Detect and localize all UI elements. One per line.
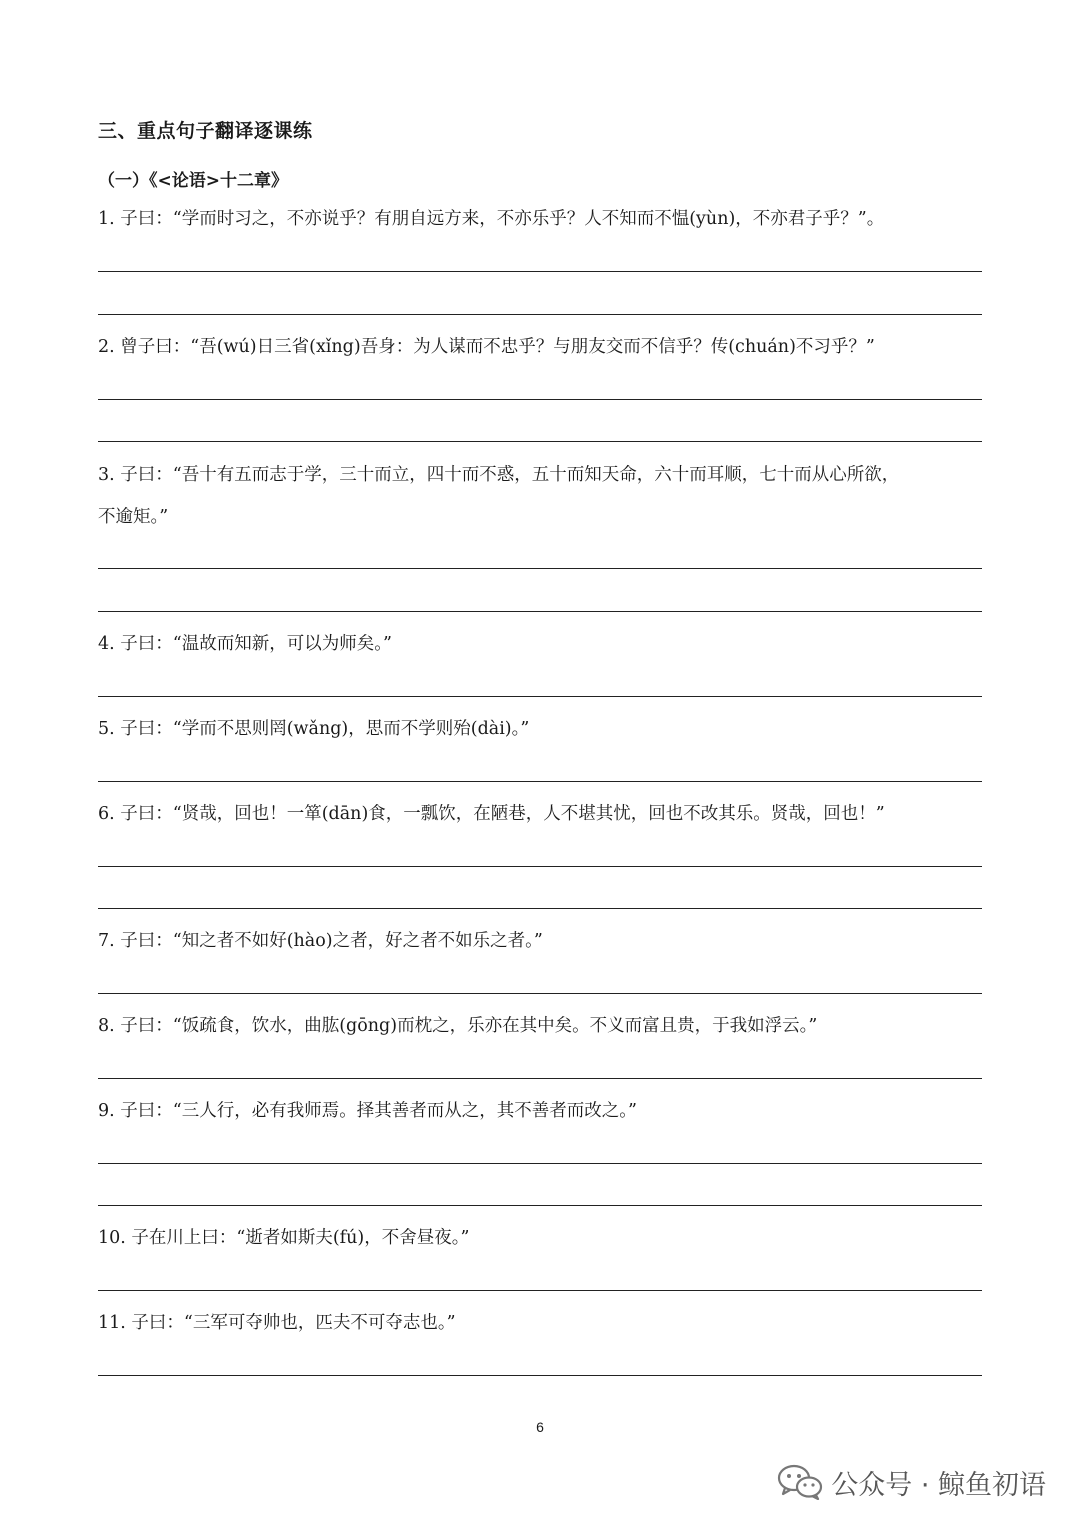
question-3-continued: 不逾矩。” <box>98 507 169 527</box>
answer-line <box>98 271 982 272</box>
question-9: 9. 子曰：“三人行，必有我师焉。择其善者而从之，其不善者而改之。” <box>98 1101 637 1121</box>
answer-line <box>98 1163 982 1164</box>
answer-line <box>98 1375 982 1376</box>
answer-line <box>98 696 982 697</box>
answer-line <box>98 568 982 569</box>
watermark-text: 公众号 · 鲸鱼初语 <box>831 1469 1046 1501</box>
answer-line <box>98 399 982 400</box>
answer-line <box>98 993 982 994</box>
question-2: 2. 曾子曰：“吾(wú)日三省(xǐng)吾身：为人谋而不忠乎？与朋友交而不信乎？传(chuán)不习乎？” <box>98 337 875 357</box>
wechat-icon <box>777 1464 823 1500</box>
question-8: 8. 子曰：“饭疏食，饮水，曲肱(gōng)而枕之，乐亦在其中矣。不义而富且贵，于我如浮云。” <box>98 1016 818 1036</box>
answer-line <box>98 1205 982 1206</box>
answer-line <box>98 866 982 867</box>
question-6: 6. 子曰：“贤哉，回也！一箪(dān)食，一瓢饮，在陋巷，人不堪其忧，回也不改其乐。贤哉，回也！” <box>98 804 885 824</box>
question-4: 4. 子曰：“温故而知新，可以为师矣。” <box>98 634 392 654</box>
question-7: 7. 子曰：“知之者不如好(hào)之者，好之者不如乐之者。” <box>98 931 543 951</box>
answer-line <box>98 441 982 442</box>
answer-line <box>98 611 982 612</box>
answer-line <box>98 781 982 782</box>
question-5: 5. 子曰：“学而不思则罔(wǎng)，思而不学则殆(dài)。” <box>98 719 530 739</box>
question-3: 3. 子曰：“吾十有五而志于学，三十而立，四十而不惑，五十而知天命，六十而耳顺，七十而从心所欲， <box>98 465 900 485</box>
question-10: 10. 子在川上曰：“逝者如斯夫(fú)，不舍昼夜。” <box>98 1228 470 1248</box>
answer-line <box>98 1078 982 1079</box>
answer-line <box>98 314 982 315</box>
answer-line <box>98 908 982 909</box>
answer-line <box>98 1290 982 1291</box>
sub-title: （一）《<论语>十二章》 <box>98 171 288 191</box>
watermark <box>777 1462 1046 1502</box>
section-title: 三、重点句子翻译逐课练 <box>98 120 313 142</box>
question-1: 1. 子曰：“学而时习之，不亦说乎？有朋自远方来，不亦乐乎？人不知而不愠(yùn)，不亦君子乎？”。 <box>98 209 885 229</box>
question-11: 11. 子曰：“三军可夺帅也，匹夫不可夺志也。” <box>98 1313 456 1333</box>
page-number: 6 <box>536 1419 544 1435</box>
